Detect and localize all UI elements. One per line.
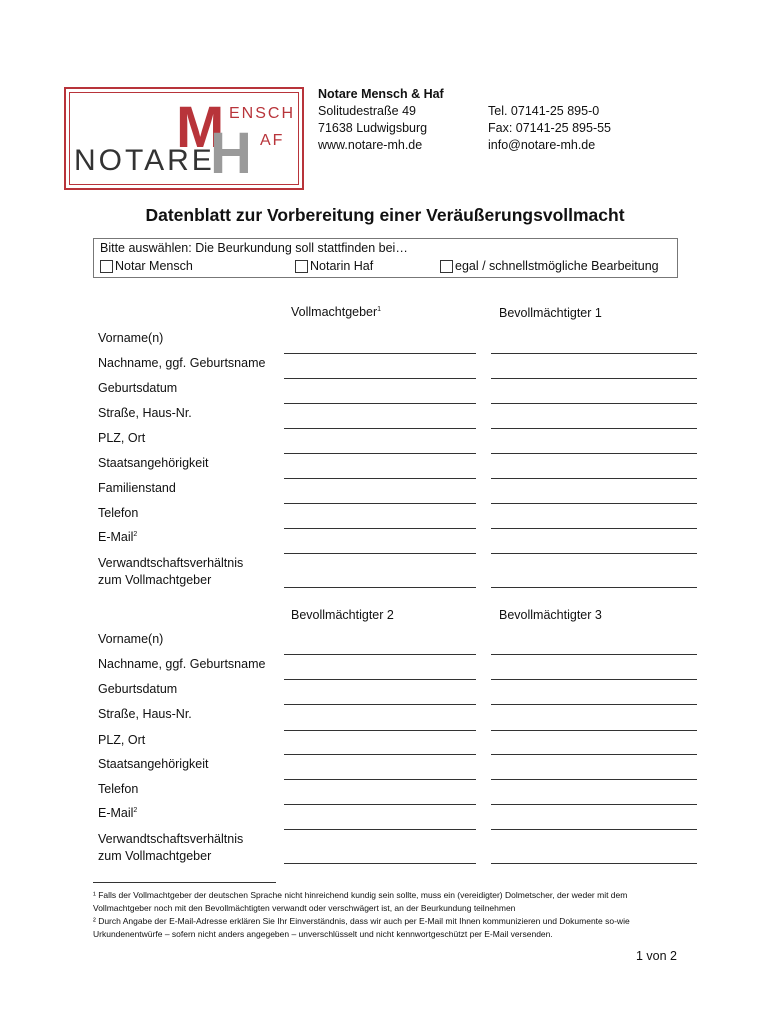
label-telefon: Telefon xyxy=(98,782,139,796)
field-line[interactable] xyxy=(284,503,476,504)
field-line[interactable] xyxy=(284,553,476,554)
field-line[interactable] xyxy=(284,478,476,479)
office-phone: Tel. 07141-25 895-0 xyxy=(488,104,600,118)
field-line[interactable] xyxy=(284,779,476,780)
field-line[interactable] xyxy=(491,829,697,830)
field-line[interactable] xyxy=(284,679,476,680)
label-zum-vollmachtgeber: zum Vollmachtgeber xyxy=(98,849,212,863)
field-line[interactable] xyxy=(284,353,476,354)
field-line[interactable] xyxy=(284,863,476,864)
logo-af-text: AF xyxy=(260,132,285,149)
field-line[interactable] xyxy=(284,453,476,454)
label-plz-ort: PLZ, Ort xyxy=(98,431,146,445)
label-nachname: Nachname, ggf. Geburtsname xyxy=(98,657,266,671)
checkbox-notar-mensch[interactable] xyxy=(100,260,113,273)
contact-block xyxy=(488,103,611,154)
label-vorname: Vorname(n) xyxy=(98,331,164,345)
label-nachname: Nachname, ggf. Geburtsname xyxy=(98,356,266,370)
field-line[interactable] xyxy=(491,353,697,354)
field-line[interactable] xyxy=(491,863,697,864)
field-line[interactable] xyxy=(491,754,697,755)
field-line[interactable] xyxy=(491,453,697,454)
label-verwandtschaft: Verwandtschaftsverhältnis xyxy=(98,832,244,846)
field-line[interactable] xyxy=(491,428,697,429)
label-vorname: Vorname(n) xyxy=(98,632,164,646)
footnotes xyxy=(93,889,683,941)
logo-ensch-text: ENSCH xyxy=(229,105,296,122)
checkbox-egal[interactable] xyxy=(440,260,453,273)
office-email: info@notare-mh.de xyxy=(488,138,596,152)
field-line[interactable] xyxy=(284,829,476,830)
selection-prompt: Bitte auswählen: Die Beurkundung soll stattfinden bei… xyxy=(100,241,408,255)
option-label-egal: egal / schnellstmögliche Bearbeitung xyxy=(455,259,659,273)
logo-h-letter: H xyxy=(210,121,252,186)
label-verwandtschaft: Verwandtschaftsverhältnis xyxy=(98,556,244,570)
office-fax: Fax: 07141-25 895-55 xyxy=(488,121,612,135)
column-header-vollmachtgeber: Vollmachtgeber$^1$ xyxy=(291,305,382,319)
field-line[interactable] xyxy=(284,403,476,404)
field-line[interactable] xyxy=(284,528,476,529)
label-plz-ort: PLZ, Ort xyxy=(98,733,146,747)
field-line[interactable] xyxy=(284,654,476,655)
office-city: 71638 Ludwigsburg xyxy=(318,121,428,135)
footnote-1: ¹ Falls der Vollmachtgeber der deutschen Sprache nicht hinreichend kundig sein sollte, muss ein (vereidigter) Dolmetscher, der weder mit dem Vollmachtgeber noch mit den Bevollmächtigten verwandt oder verschwägert ist, an der Beurkundung teilnehmen xyxy=(93,890,628,913)
label-telefon: Telefon xyxy=(98,506,139,520)
field-line[interactable] xyxy=(284,428,476,429)
field-line[interactable] xyxy=(284,587,476,588)
label-staatsangehoerigkeit: Staatsangehörigkeit xyxy=(98,757,209,771)
footnote-divider xyxy=(93,882,276,883)
field-line[interactable] xyxy=(491,378,697,379)
field-line[interactable] xyxy=(491,730,697,731)
label-email: E-Mail$^2$ xyxy=(98,806,138,820)
field-line[interactable] xyxy=(491,804,697,805)
field-line[interactable] xyxy=(491,503,697,504)
label-familienstand: Familienstand xyxy=(98,481,176,495)
field-line[interactable] xyxy=(491,679,697,680)
page-title: Datenblatt zur Vorbereitung einer Veräußerungsvollmacht xyxy=(145,205,625,225)
field-line[interactable] xyxy=(284,804,476,805)
office-name: Notare Mensch & Haf xyxy=(318,87,444,101)
field-line[interactable] xyxy=(491,654,697,655)
field-line[interactable] xyxy=(491,587,697,588)
column-header-bevollmaechtigter-3: Bevollmächtigter 3 xyxy=(499,608,602,622)
logo-m-letter: M xyxy=(176,95,225,160)
field-line[interactable] xyxy=(284,754,476,755)
option-label-notarin-haf: Notarin Haf xyxy=(310,259,374,273)
label-staatsangehoerigkeit: Staatsangehörigkeit xyxy=(98,456,209,470)
checkbox-notarin-haf[interactable] xyxy=(295,260,308,273)
label-strasse: Straße, Haus-Nr. xyxy=(98,406,192,420)
field-line[interactable] xyxy=(284,704,476,705)
column-header-bevollmaechtigter-2: Bevollmächtigter 2 xyxy=(291,608,394,622)
column-header-bevollmaechtigter-1: Bevollmächtigter 1 xyxy=(499,306,602,320)
label-geburtsdatum: Geburtsdatum xyxy=(98,682,178,696)
label-geburtsdatum: Geburtsdatum xyxy=(98,381,178,395)
notary-selection-box xyxy=(93,238,678,278)
field-line[interactable] xyxy=(491,478,697,479)
office-street: Solitudestraße 49 xyxy=(318,104,416,118)
field-line[interactable] xyxy=(284,378,476,379)
field-line[interactable] xyxy=(491,403,697,404)
field-line[interactable] xyxy=(491,779,697,780)
label-email: E-Mail$^2$ xyxy=(98,530,138,544)
notary-logo xyxy=(64,87,304,190)
label-strasse: Straße, Haus-Nr. xyxy=(98,707,192,721)
label-zum-vollmachtgeber: zum Vollmachtgeber xyxy=(98,573,212,587)
office-website: www.notare-mh.de xyxy=(318,138,423,152)
field-line[interactable] xyxy=(491,704,697,705)
option-label-notar-mensch: Notar Mensch xyxy=(115,259,193,273)
field-line[interactable] xyxy=(491,528,697,529)
field-line[interactable] xyxy=(284,730,476,731)
footnote-2: ² Durch Angabe der E-Mail-Adresse erklären Sie Ihr Einverständnis, dass wir auch per E-Mail mit Ihnen kommunizieren und Dokumente so-wie Urkundenentwürfe – sofern nicht anders angegeben – unverschlüsselt und nicht kennwortgeschützt per E-Mail versenden. xyxy=(93,916,630,939)
page-number: 1 von 2 xyxy=(636,949,678,963)
logo-notare-text: NOTARE xyxy=(74,144,215,177)
field-line[interactable] xyxy=(491,553,697,554)
address-block xyxy=(318,86,444,154)
